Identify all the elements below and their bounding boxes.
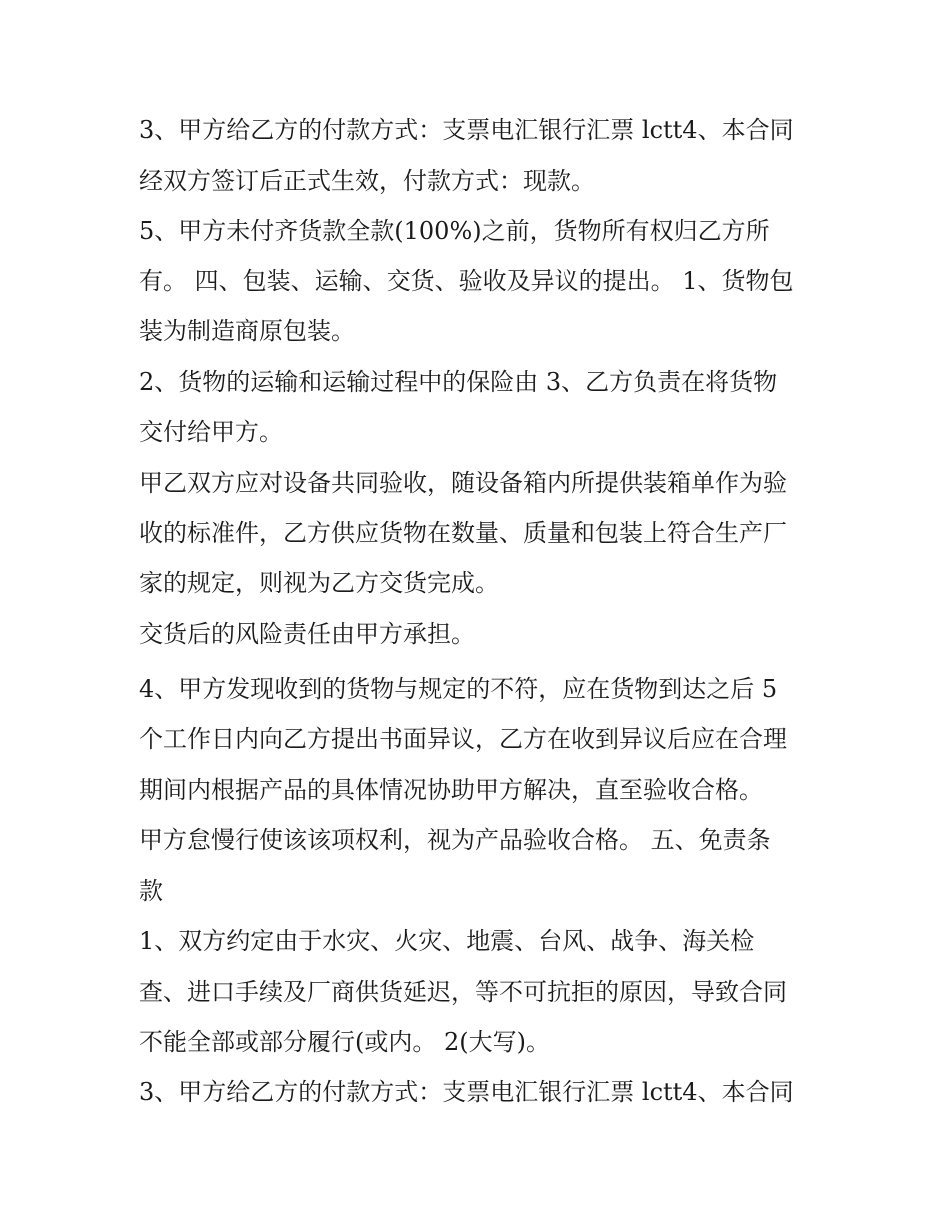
- text-line: 期间内根据产品的具体情况协助甲方解决，直至验收合格。: [139, 776, 763, 804]
- text-line: 交货后的风险责任由甲方承担。: [139, 620, 475, 648]
- text-line: 3、甲方给乙方的付款方式：支票电汇银行汇票 lctt4、本合同: [139, 116, 794, 144]
- text-line: 5、甲方未付齐货款全款(100%)之前，货物所有权归乙方所: [139, 217, 770, 245]
- text-line: 收的标准件，乙方供应货物在数量、质量和包装上符合生产厂: [139, 519, 787, 547]
- text-line: 甲方怠慢行使该该项权利，视为产品验收合格。 五、免责条: [139, 826, 771, 854]
- text-line: 有。 四、包装、运输、交货、验收及异议的提出。 1、货物包: [139, 267, 794, 295]
- text-line: 不能全部或部分履行(或内。 2(大写)。: [139, 1028, 550, 1056]
- text-line: 1、双方约定由于水灾、火灾、地震、台风、战争、海关检: [139, 927, 755, 955]
- text-line: 甲乙双方应对设备共同验收，随设备箱内所提供装箱单作为验: [139, 469, 787, 497]
- text-line: 装为制造商原包装。: [139, 317, 355, 345]
- text-line: 家的规定，则视为乙方交货完成。: [139, 569, 499, 597]
- text-line: 4、甲方发现收到的货物与规定的不符，应在货物到达之后 5: [139, 675, 778, 703]
- text-line: 款: [139, 877, 163, 905]
- text-line: 个工作日内向乙方提出书面异议，乙方在收到异议后应在合理: [139, 725, 787, 753]
- text-line: 交付给甲方。: [139, 418, 283, 446]
- text-line: 2、货物的运输和运输过程中的保险由 3、乙方负责在将货物: [139, 368, 778, 396]
- text-line: 查、进口手续及厂商供货延迟，等不可抗拒的原因，导致合同: [139, 978, 787, 1006]
- text-line: 经双方签订后正式生效，付款方式：现款。: [139, 167, 595, 195]
- text-line: 3、甲方给乙方的付款方式：支票电汇银行汇票 lctt4、本合同: [139, 1078, 794, 1106]
